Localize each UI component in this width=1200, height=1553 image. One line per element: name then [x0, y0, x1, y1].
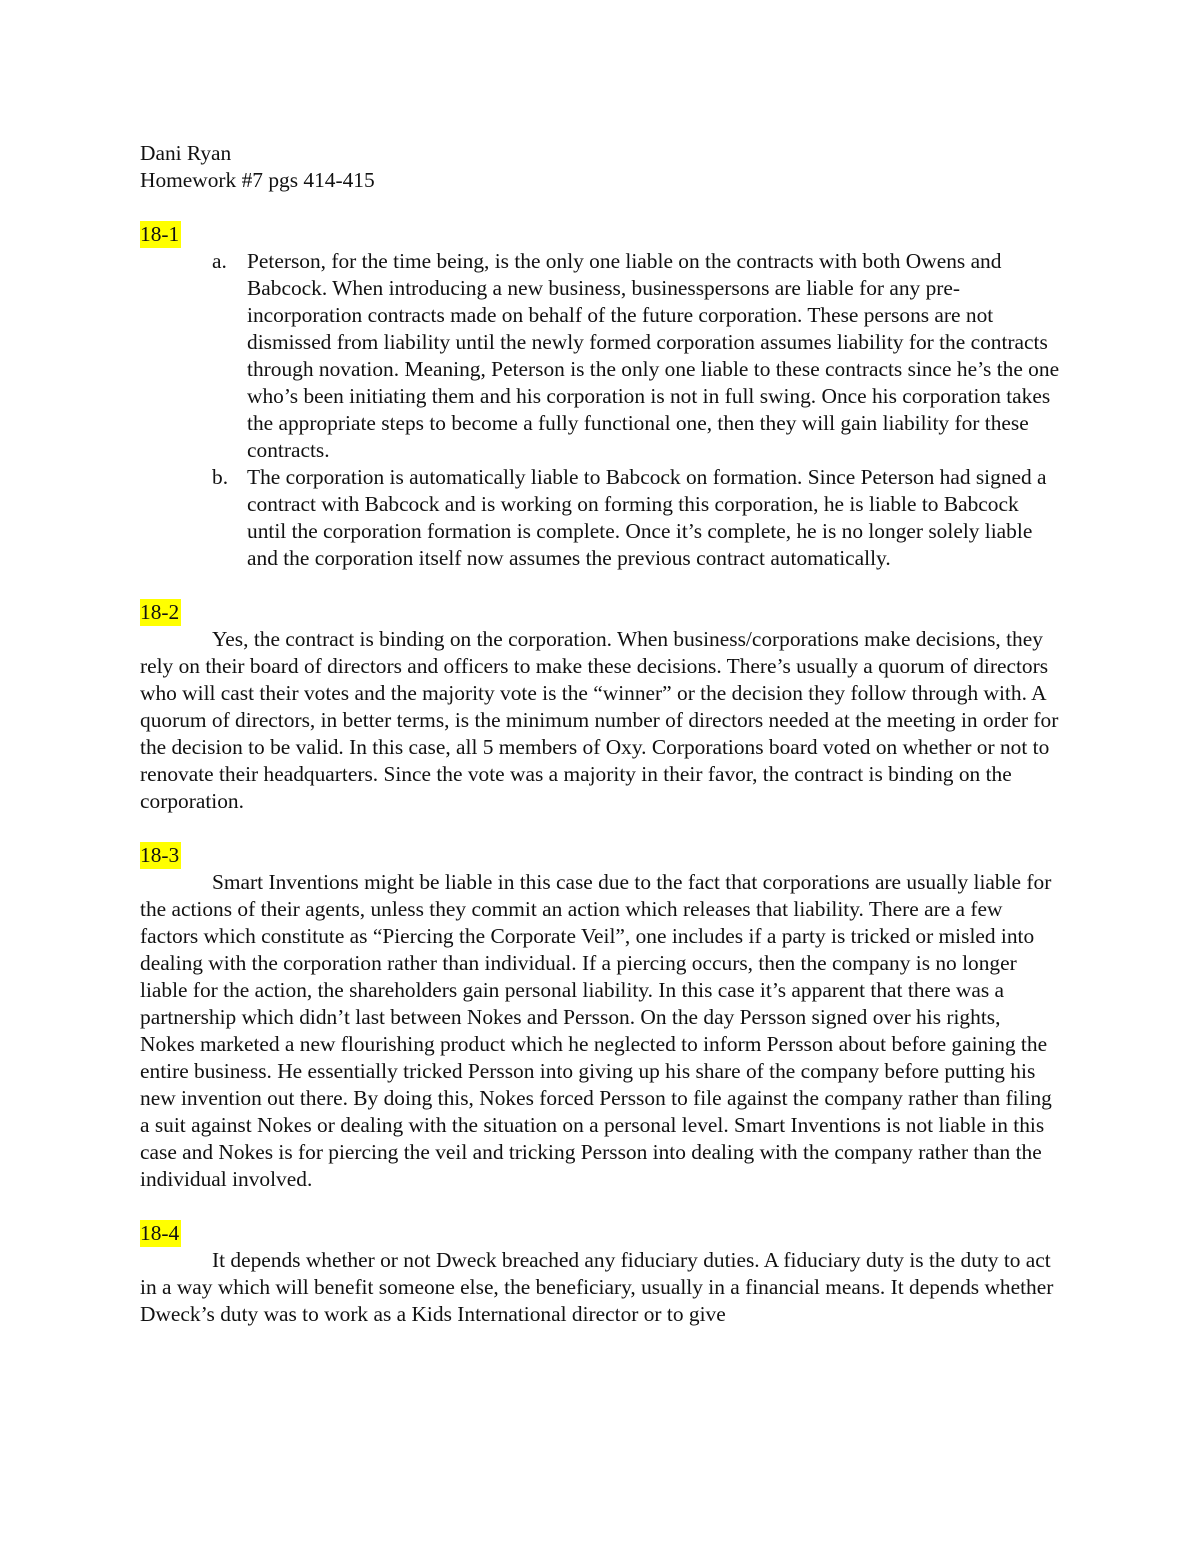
section-18-2	[140, 599, 1060, 815]
spacer	[140, 815, 1060, 842]
section-heading	[140, 1220, 1060, 1247]
section-body: It depends whether or not Dweck breached any fiduciary duties. A fiduciary duty is the duty to act in a way which will benefit someone else, the beneficiary, usually in a financial means. It depends whether Dweck’s duty was to work as a Kids International director or to give	[140, 1248, 1054, 1326]
author-name: Dani Ryan	[140, 141, 232, 165]
section-body: Smart Inventions might be liable in this case due to the fact that corporations are usually liable for the actions of their agents, unless they commit an action which releases that liability. There are a few factors which constitute as “Piercing the Corporate Veil”, one includes if a party is tricked or misled into dealing with the corporation rather than individual. If a piercing occurs, then the company is no longer liable for the action, the shareholders gain personal liability. In this case it’s apparent that there was a partnership which didn’t last between Nokes and Persson. On the day Persson signed over his rights, Nokes marketed a new flourishing product which he neglected to inform Persson about before gaining the entire business. He essentially tricked Persson into giving up his share of the company before putting his new invention out there. By doing this, Nokes forced Persson to file against the company rather than filing a suit against Nokes or dealing with the situation on a personal level. Smart Inventions is not liable in this case and Nokes is for piercing the veil and tricking Persson into dealing with the company rather than the individual involved.	[140, 870, 1052, 1191]
section-heading	[140, 599, 1060, 626]
section-heading	[140, 842, 1060, 869]
list-marker: b.	[212, 465, 229, 489]
section-body: Yes, the contract is binding on the corporation. When business/corporations make decisions, they rely on their board of directors and officers to make these decisions. There’s usually a quorum of directors who will cast their votes and the majority vote is the “winner” or the decision they follow through with. A quorum of directors, in better terms, is the minimum number of directors needed at the meeting in order for the decision to be valid. In this case, all 5 members of Oxy. Corporations board voted on whether or not to renovate their headquarters. Since the vote was a majority in their favor, the contract is binding on the corporation.	[140, 627, 1059, 813]
section-18-3	[140, 842, 1060, 1193]
section-18-1	[140, 221, 1060, 572]
section-18-4	[140, 1220, 1060, 1328]
highlighted-heading: 18-2	[140, 600, 180, 624]
document-page	[140, 140, 1060, 1328]
list-marker: a.	[212, 249, 227, 273]
highlighted-heading: 18-4	[140, 1221, 180, 1245]
spacer	[140, 1193, 1060, 1220]
list-item-b	[140, 464, 1060, 572]
spacer	[140, 194, 1060, 221]
list-item-text: Peterson, for the time being, is the only one liable on the contracts with both Owens and Babcock. When introducing a new business, businesspersons are liable for any pre-incorporation contracts made on behalf of the future corporation. These persons are not dismissed from liability until the newly formed corporation assumes liability for the contracts through novation. Meaning, Peterson is the only one liable to these contracts since he’s the one who’s been initiating them and his corporation is not in full swing. Once his corporation takes the appropriate steps to become a fully functional one, then they will gain liability for these contracts.	[247, 249, 1060, 462]
highlighted-heading: 18-1	[140, 222, 180, 246]
list-item-text: The corporation is automatically liable to Babcock on formation. Since Peterson had signed a contract with Babcock and is working on forming this corporation, he is liable to Babcock until the corporation formation is complete. Once it’s complete, he is no longer solely liable and the corporation itself now assumes the previous contract automatically.	[247, 465, 1047, 570]
list-item-a	[140, 248, 1060, 464]
section-heading	[140, 221, 1060, 248]
highlighted-heading: 18-3	[140, 843, 180, 867]
spacer	[140, 572, 1060, 599]
assignment-title: Homework #7 pgs 414-415	[140, 168, 375, 192]
